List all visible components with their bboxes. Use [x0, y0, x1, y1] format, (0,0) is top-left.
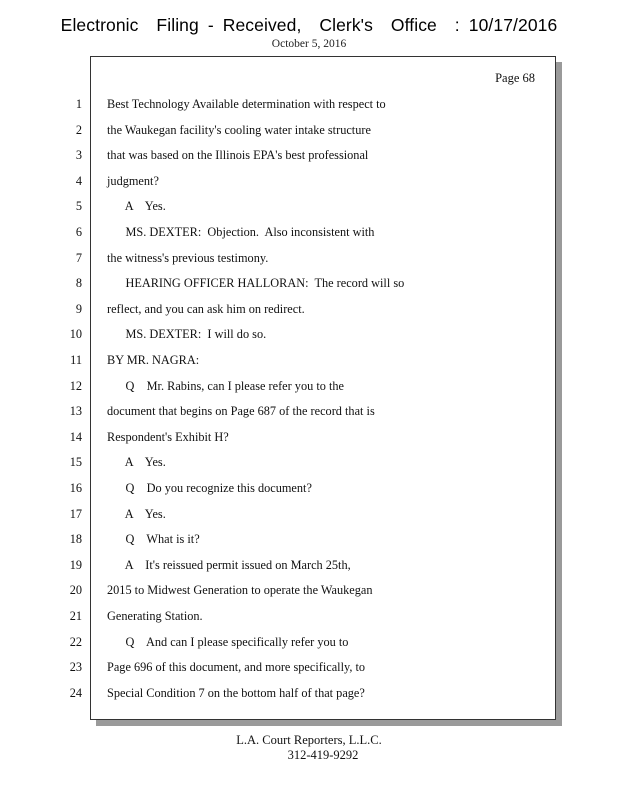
transcript-line-text: Generating Station.	[107, 609, 203, 623]
line-number: 18	[69, 532, 82, 546]
transcript-line-text: that was based on the Illinois EPA's best professional	[107, 148, 369, 162]
line-number: 22	[69, 635, 82, 649]
transcript-date: October 5, 2016	[271, 38, 347, 50]
line-number: 14	[69, 430, 82, 444]
line-number: 13	[69, 404, 82, 418]
transcript-line-text: 2015 to Midwest Generation to operate the Waukegan	[107, 583, 373, 597]
transcript-line-text: A It's reissued permit issued on March 25th,	[107, 558, 351, 572]
transcript-line-text: Respondent's Exhibit H?	[107, 430, 229, 444]
filing-stamp: Electronic Filing - Received, Clerk's Office : 10/17/2016	[60, 15, 558, 35]
transcript-line-text: BY MR. NAGRA:	[107, 353, 200, 367]
line-number: 5	[75, 199, 82, 213]
transcript-line-text: Q Mr. Rabins, can I please refer you to the	[107, 379, 344, 393]
line-number: 17	[69, 507, 82, 521]
line-number: 10	[69, 327, 82, 341]
transcript-line-text: MS. DEXTER: Objection. Also inconsistent with	[107, 225, 375, 239]
line-number: 19	[69, 558, 82, 572]
page-number: Page 68	[495, 71, 535, 85]
line-number: 4	[75, 174, 82, 188]
line-number: 11	[70, 353, 82, 367]
transcript-line-text: Q What is it?	[107, 532, 200, 546]
transcript-line-text: HEARING OFFICER HALLORAN: The record will so	[107, 276, 405, 290]
transcript-line-text: Q Do you recognize this document?	[107, 481, 312, 495]
transcript-line-text: A Yes.	[107, 199, 166, 213]
transcript-line-text: MS. DEXTER: I will do so.	[107, 327, 267, 341]
transcript-line-text: Q And can I please specifically refer you to	[107, 635, 349, 649]
line-number: 6	[75, 225, 82, 239]
line-number: 23	[69, 660, 82, 674]
transcript-line-text: A Yes.	[107, 507, 166, 521]
transcript-line-text: judgment?	[107, 174, 159, 188]
transcript-line-text: reflect, and you can ask him on redirect.	[107, 302, 305, 316]
line-number: 9	[75, 302, 82, 316]
court-reporter-phone: 312-419-9292	[287, 748, 359, 762]
line-number: 3	[75, 148, 82, 162]
transcript-line-text: Special Condition 7 on the bottom half of that page?	[107, 686, 365, 700]
line-number: 24	[69, 686, 82, 700]
transcript-line-text: A Yes.	[107, 455, 166, 469]
court-reporter-name: L.A. Court Reporters, L.L.C.	[236, 733, 382, 747]
line-number: 1	[75, 97, 82, 111]
line-number: 15	[69, 455, 82, 469]
line-number: 20	[69, 583, 82, 597]
transcript-line-text: Best Technology Available determination with respect to	[107, 97, 386, 111]
line-number: 8	[75, 276, 82, 290]
line-number: 16	[69, 481, 82, 495]
line-number: 7	[75, 251, 82, 265]
transcript-line-text: Page 696 of this document, and more specifically, to	[107, 660, 366, 674]
line-number: 12	[69, 379, 82, 393]
line-number: 21	[69, 609, 82, 623]
transcript-line-text: the witness's previous testimony.	[107, 251, 269, 265]
line-number: 2	[75, 123, 82, 137]
transcript-line-text: the Waukegan facility's cooling water intake structure	[107, 123, 371, 137]
transcript-line-text: document that begins on Page 687 of the record that is	[107, 404, 375, 418]
